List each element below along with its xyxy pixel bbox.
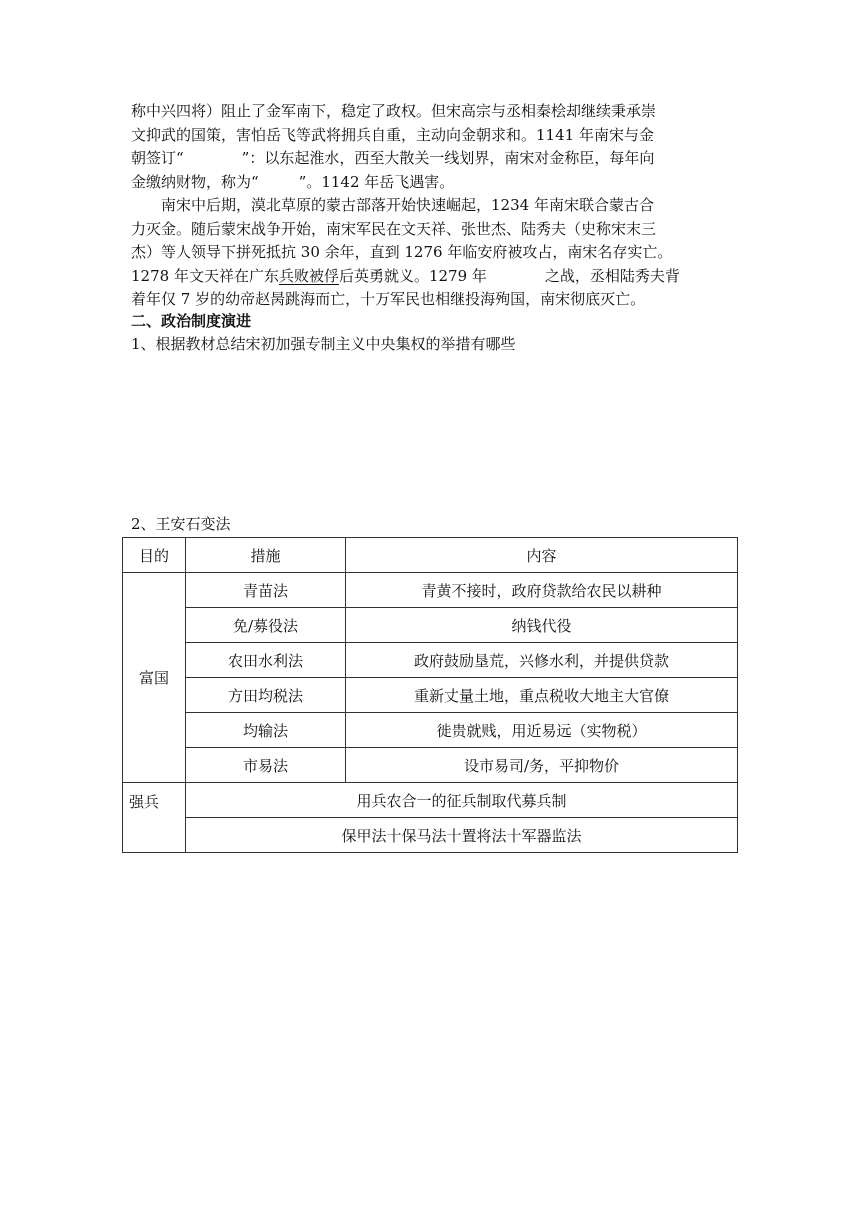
header-goal: 目的 bbox=[123, 538, 186, 573]
question-1: 1、根据教材总结宋初加强专制主义中央集权的举措有哪些 bbox=[131, 335, 516, 353]
underlined-text: 兵败被俘 bbox=[278, 266, 339, 285]
table-row bbox=[123, 783, 738, 818]
table-row bbox=[123, 713, 738, 748]
text-line bbox=[131, 218, 741, 242]
text-span: 力灭金。随后蒙宋战争开始，南宋军民在文天祥、张世杰、陆秀夫（史称宋末三 bbox=[131, 219, 657, 238]
text-line bbox=[131, 171, 741, 195]
text-line bbox=[131, 241, 741, 265]
text-line bbox=[131, 194, 741, 218]
text-line bbox=[131, 265, 741, 289]
header-content: 内容 bbox=[346, 538, 738, 573]
section-heading: 二、政治制度演进 bbox=[131, 312, 252, 330]
text-span: 金缴纳财物，称为“ bbox=[131, 172, 259, 191]
question-2: 2、王安石变法 bbox=[131, 515, 231, 533]
measure-cell: 均输法 bbox=[186, 713, 346, 748]
text-span: 文抑武的国策，害怕岳飞等武将拥兵自重，主动向金朝求和。1141 年南宋与金 bbox=[131, 125, 654, 144]
content-cell: 政府鼓励垦荒，兴修水利，并提供贷款 bbox=[346, 643, 738, 678]
table-row bbox=[123, 573, 738, 608]
content-cell: 设市易司/务，平抑物价 bbox=[346, 748, 738, 783]
text-span: 之战，丞相陆秀夫背 bbox=[544, 266, 680, 285]
text-span: 杰）等人领导下拼死抵抗 30 余年，直到 1276 年临安府被攻占，南宋名存实亡。 bbox=[131, 243, 673, 261]
text-line bbox=[131, 100, 741, 124]
text-span: 后英勇就义。1279 年 bbox=[338, 266, 487, 285]
content-cell: 青黄不接时，政府贷款给农民以耕种 bbox=[346, 573, 738, 608]
text-span: 称中兴四将）阻止了金军南下，稳定了政权。但宋高宗与丞相秦桧却继续秉承崇 bbox=[131, 102, 657, 120]
text-line bbox=[131, 288, 741, 312]
measure-cell: 农田水利法 bbox=[186, 643, 346, 678]
text-span: ”。1142 年岳飞遇害。 bbox=[298, 172, 455, 191]
intro-paragraph bbox=[131, 100, 741, 194]
merged-content-cell: 保甲法十保马法十置将法十军器监法 bbox=[186, 818, 738, 853]
header-measure: 措施 bbox=[186, 538, 346, 573]
table-row bbox=[123, 643, 738, 678]
measure-cell: 市易法 bbox=[186, 748, 346, 783]
table-row bbox=[123, 818, 738, 853]
text-span: 南宋中后期，漠北草原的蒙古部落开始快速崛起，1234 年南宋联合蒙古合 bbox=[161, 196, 654, 214]
measure-cell: 免/募役法 bbox=[186, 608, 346, 643]
text-span: 1278 年文天祥在广东 bbox=[131, 266, 279, 285]
content-cell: 徙贵就贱，用近易远（实物税） bbox=[346, 713, 738, 748]
text-line bbox=[131, 124, 741, 148]
goal-rich-country: 富国 bbox=[123, 573, 186, 783]
merged-content-cell: 用兵农合一的征兵制取代募兵制 bbox=[186, 783, 738, 818]
table-header-row bbox=[123, 538, 738, 573]
wang-anshi-reform-table bbox=[122, 537, 738, 853]
measure-cell: 方田均税法 bbox=[186, 678, 346, 713]
text-span: 朝签订“ bbox=[131, 149, 184, 167]
content-cell: 纳钱代役 bbox=[346, 608, 738, 643]
content-cell: 重新丈量土地，重点税收大地主大官僚 bbox=[346, 678, 738, 713]
text-line bbox=[131, 147, 741, 171]
goal-strong-army: 强兵 bbox=[123, 783, 186, 853]
measure-cell: 青苗法 bbox=[186, 573, 346, 608]
text-span: 着年仅 7 岁的幼帝赵昺跳海而亡，十万军民也相继投海殉国，南宋彻底灭亡。 bbox=[131, 290, 646, 308]
table-row bbox=[123, 678, 738, 713]
text-span: ”：以东起淮水，西至大散关一线划界，南宋对金称臣，每年向 bbox=[241, 149, 655, 167]
second-paragraph bbox=[131, 194, 741, 312]
table-row bbox=[123, 608, 738, 643]
table-row bbox=[123, 748, 738, 783]
